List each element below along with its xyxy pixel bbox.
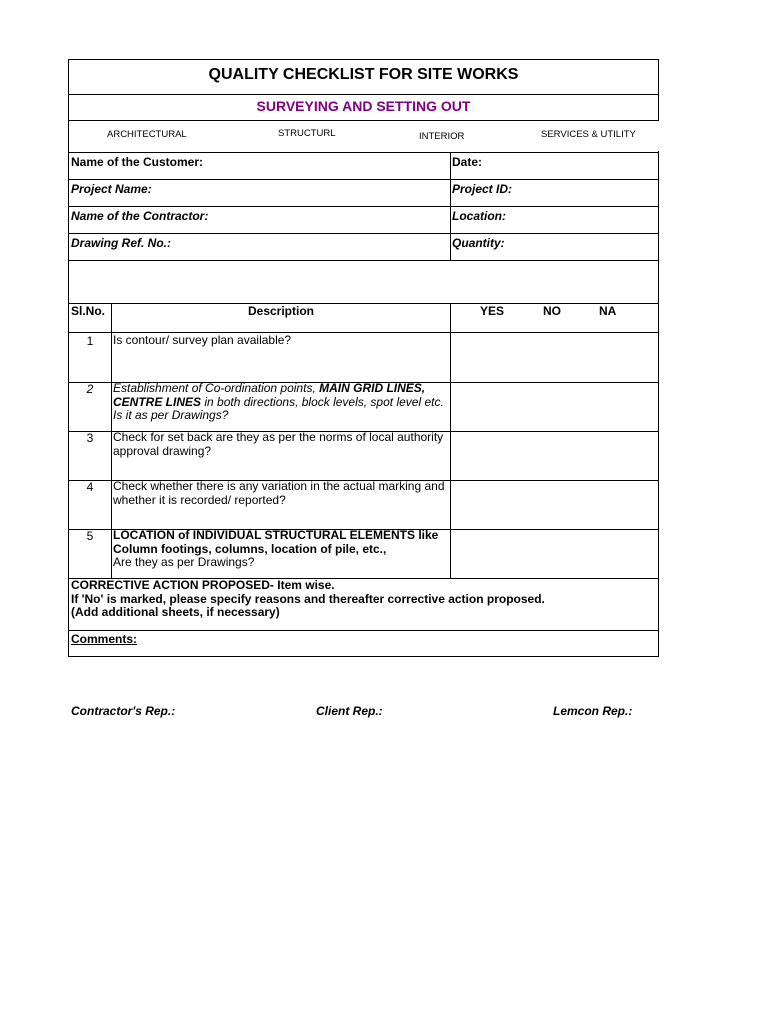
- item-description: [113, 431, 447, 458]
- form-subtitle: SURVEYING AND SETTING OUT: [256, 98, 471, 114]
- description-header: Description: [247, 304, 314, 318]
- category-services-utility: SERVICES & UTILITY: [541, 129, 636, 140]
- item-number: 1: [86, 334, 94, 348]
- form-title: QUALITY CHECKLIST FOR SITE WORKS: [208, 66, 519, 83]
- comments-label: Comments:: [71, 632, 138, 646]
- divider: [111, 303, 112, 579]
- na-header: NA: [599, 304, 617, 318]
- item-text: Check whether there is any variation in the actual marking and whether it is recorded/ reported?: [113, 479, 445, 507]
- contractor-label: Name of the Contractor:: [71, 209, 209, 223]
- item-text: Are they as per Drawings?: [113, 555, 255, 569]
- item-text: Is contour/ survey plan available?: [113, 333, 292, 347]
- item-text: Check for set back are they as per the norms of local authority approval drawing?: [113, 430, 444, 458]
- project-name-label: Project Name:: [71, 182, 152, 196]
- date-label: Date:: [452, 155, 483, 169]
- drawing-ref-label: Drawing Ref. No.:: [71, 236, 172, 250]
- yes-header: YES: [480, 304, 505, 318]
- corrective-line: (Add additional sheets, if necessary): [71, 605, 280, 619]
- divider: [69, 179, 658, 180]
- contractor-rep-label: Contractor's Rep.:: [71, 704, 176, 718]
- divider: [450, 303, 451, 579]
- divider: [69, 630, 658, 631]
- location-label: Location:: [452, 209, 506, 223]
- item-text-bold: LOCATION of INDIVIDUAL STRUCTURAL ELEMENTS like Column footings, columns, location of pile, etc.,: [113, 528, 439, 556]
- corrective-action: [71, 579, 545, 620]
- divider: [69, 260, 658, 261]
- item-description: [113, 334, 447, 348]
- divider: [69, 233, 658, 234]
- divider: [69, 94, 658, 95]
- divider: [69, 120, 658, 121]
- item-number: 3: [86, 431, 94, 445]
- item-description: [113, 480, 447, 507]
- divider: [69, 206, 658, 207]
- no-header: NO: [543, 304, 561, 318]
- item-text: Establishment of Co-ordination points,: [113, 381, 320, 395]
- lemcon-rep-label: Lemcon Rep.:: [553, 704, 633, 718]
- quantity-label: Quantity:: [452, 236, 505, 250]
- slno-header: Sl.No.: [71, 304, 106, 318]
- customer-label: Name of the Customer:: [71, 155, 204, 169]
- checklist-form: [68, 59, 659, 657]
- category-interior: INTERIOR: [419, 131, 465, 142]
- item-description: [113, 529, 447, 570]
- client-rep-label: Client Rep.:: [316, 704, 383, 718]
- item-number: 4: [86, 480, 94, 494]
- item-text-bold: MAIN GRID LINES, CENTRE LINES: [113, 381, 426, 409]
- divider: [69, 152, 658, 153]
- corrective-line: If 'No' is marked, please specify reasons and thereafter corrective action proposed.: [71, 591, 545, 606]
- category-architectural: ARCHITECTURAL: [107, 129, 187, 140]
- item-number: 2: [86, 382, 94, 396]
- item-text: in both directions, block levels, spot level etc. Is it as per Drawings?: [113, 394, 444, 422]
- item-description: [113, 382, 447, 423]
- category-structural: STRUCTURL: [278, 128, 336, 139]
- item-number: 5: [86, 529, 94, 543]
- project-id-label: Project ID:: [452, 182, 513, 196]
- corrective-line: CORRECTIVE ACTION PROPOSED- Item wise.: [71, 578, 335, 592]
